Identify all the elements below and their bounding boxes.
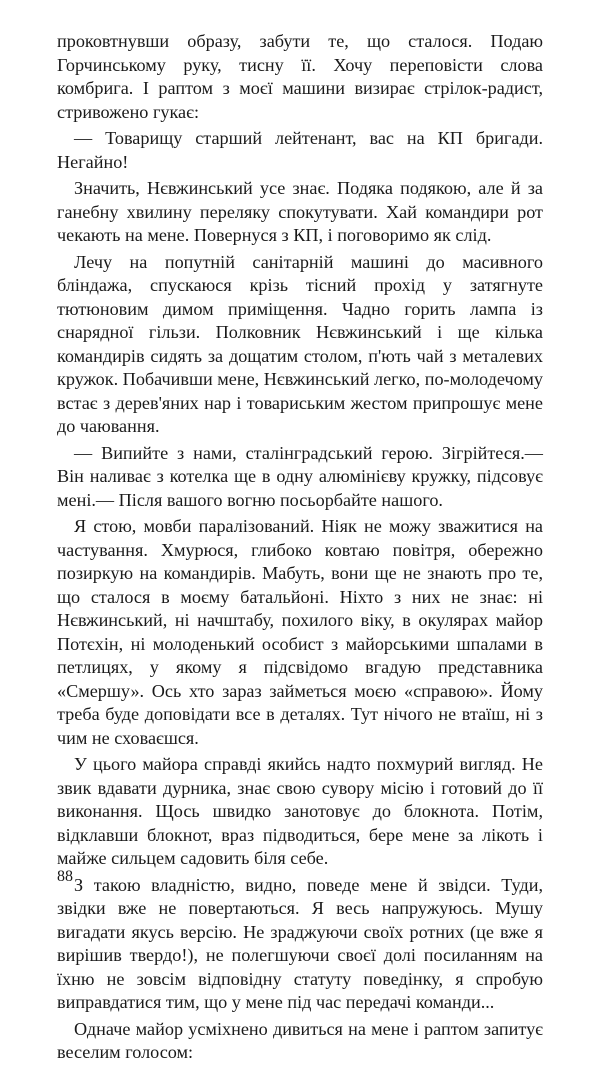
page-number: 88 [57, 868, 73, 885]
paragraph-1: проковтнувши образу, забути те, що сталося. Подаю Горчинському руку, тисну її. Хочу переповісти слова комбрига. І раптом з моєї машини визирає стрілок-радист, стривожено гукає: [57, 31, 543, 122]
paragraph-6: Я стою, мовби паралізований. Ніяк не можу зважитися на частування. Хмурюся, глибоко ковтаю повітря, обережно позиркую на командирів. Мабуть, вони ще не знають про те, що сталося в моєму батальйоні. Ніхто з них не знає: ні Нєвжинський, ні начштабу, похилого віку, в окулярах майор Потєхін, ні молоденький особист з майорськими шпалами в петлицях, у якому я підсвідомо вгадую представника «Смершу». Ось хто зараз займеться моєю «справою». Йому треба буде доповідати все в деталях. Тут нічого не втаїш, ні з чим не сховаєшся. [57, 516, 543, 748]
paragraph-3: Значить, Нєвжинський усе знає. Подяка подякою, але й за ганебну хвилину переляку спокутувати. Хай командири рот чекають на мене. Повернуся з КП, і поговоримо як слід. [57, 178, 543, 245]
paragraph-7: У цього майора справді якийсь надто похмурий вигляд. Не звик вдавати дурника, знає свою сувору місію і готовий до її виконання. Щось швидко занотовує до блокнота. Потім, відклавши блокнот, враз підводиться, бере мене за лікоть і майже сильцем садовить біля себе. [57, 754, 543, 868]
paragraph-5: — Випийте з нами, сталінградський герою. Зігрійтеся.— Він наливає з котелка ще в одну алюмінієву кружку, підсовує мені.— Після вашого вогню посьорбайте нашого. [57, 442, 543, 510]
paragraph-4: Лечу на попутній санітарній машині до масивного бліндажа, спускаюся крізь тісний прохід у затягнуте тютюновим димом приміщення. Чадно горить лампа із снарядної гільзи. Полковник Нєвжинський і ще кілька командирів сидять за дощатим столом, п'ють чай з металевих кружок. Побачивши мене, Нєвжинський легко, по-молодечому встає з дерев'яних нар і товариським жестом припрошує мене до чаювання. [57, 251, 543, 436]
paragraph-8: З такою владністю, видно, поведе мене й звідси. Туди, звідки вже не повертаються. Я весь напружуюсь. Мушу вигадати якусь версію. Не зраджуючи своїх ротних (це вже я вирішив твердо!), не полегшуючи своєї долі посиланням на їхню не зовсім відповідну статуту поведінку, я спробую виправдатися тим, що у мене під час передачі команди... [57, 874, 543, 1012]
paragraph-9: Одначе майор усміхнено дивиться на мене і раптом запитує веселим голосом: [57, 1018, 543, 1062]
paragraph-2: — Товарищу старший лейтенант, вас на КП бригади. Негайно! [57, 128, 543, 172]
